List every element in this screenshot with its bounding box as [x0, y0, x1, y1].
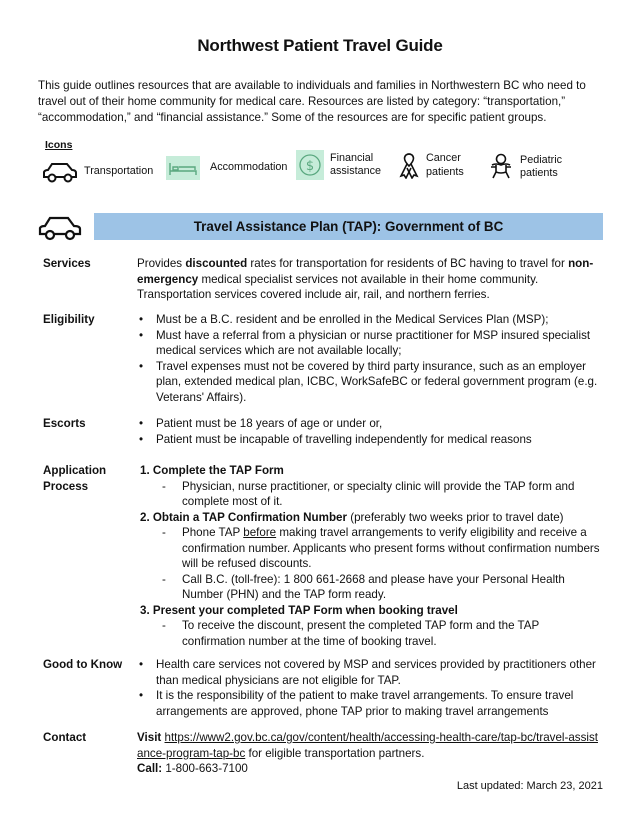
good-to-know-label: Good to Know: [43, 658, 123, 671]
contact-visit-label: Visit: [137, 731, 162, 744]
eligibility-item: • Must be a B.C. resident and be enrolled in the Medical Services Plan (MSP);: [137, 312, 602, 328]
contact-call-label: Call:: [137, 762, 163, 775]
bed-icon: [166, 156, 200, 180]
services-bold-1: discounted: [185, 257, 248, 270]
legend-transportation: [42, 160, 153, 184]
services-label: Services: [43, 257, 91, 270]
application-step-2: [140, 510, 605, 526]
step-2-text-a: Phone TAP: [182, 526, 244, 539]
tap-website-link[interactable]: https://www2.gov.bc.ca/gov/content/health/accessing-health-care/tap-bc/travel-assistance-program-tap-bc: [137, 731, 598, 760]
legend-financial-label-1: Financial: [330, 151, 374, 164]
eligibility-content: [137, 312, 602, 405]
ribbon-icon: [398, 153, 420, 179]
legend-financial-label-2: assistance: [330, 165, 382, 177]
car-icon: [42, 160, 78, 184]
application-step-2-title: 2. Obtain a TAP Confirmation Number: [140, 510, 347, 524]
application-step-2-item: - Call B.C. (toll-free): 1 800 661-2668 and please have your Personal Health Number (PHN) and the TAP form ready.: [140, 572, 605, 603]
application-content: [140, 463, 605, 649]
eligibility-item: • Travel expenses must not be covered by third party insurance, such as an employer plan, extended medical plan, ICBC, WorkSafeBC or federal government program (e.g. Veterans' Affairs).: [137, 359, 602, 406]
last-updated: Last updated: March 23, 2021: [456, 780, 603, 792]
step-2-text-b: making travel arrangements to verify eligibility and receive a confirmation number. Applicants who present forms without confirmation numbers will be refused discounts.: [182, 526, 600, 570]
services-text-3: medical specialist services not available in their home community. Transportation services covered include air, rail, and northern ferries.: [137, 272, 539, 301]
application-step-1-item: - Physician, nurse practitioner, or specialty clinic will provide the TAP form and complete most of it.: [140, 479, 605, 510]
legend-pediatric: [488, 153, 562, 181]
legend-cancer-label-2: patients: [426, 165, 464, 178]
application-label-1: Application: [43, 464, 107, 477]
intro-paragraph: This guide outlines resources that are available to individuals and families in Northwestern BC who need to travel out of their home community for medical care. Resources are listed by category: “transportation,” “accommodation,” and “financial assistance.” Some of the resources are for specific patient groups.: [38, 79, 586, 124]
application-step-2-item: [140, 525, 605, 572]
escorts-item: • Patient must be incapable of travelling independently for medical reasons: [137, 432, 602, 448]
legend-cancer-label-1: Cancer: [426, 152, 461, 164]
good-to-know-content: [137, 657, 602, 719]
dollar-icon: [296, 150, 324, 180]
application-label-2: Process: [43, 479, 89, 493]
eligibility-item: • Must have a referral from a physician or nurse practitioner for MSP insured specialist medical services which are not available locally;: [137, 328, 602, 359]
services-bold-2: non-emergency: [137, 257, 594, 286]
legend-pediatric-label-1: Pediatric: [520, 153, 563, 166]
icons-heading: Icons: [45, 139, 73, 151]
application-step-3-item: - To receive the discount, present the completed TAP form and the TAP confirmation number at the time of booking travel.: [140, 618, 605, 649]
good-to-know-item: • It is the responsibility of the patient to make travel arrangements. To ensure travel arrangements are approved, phone TAP prior to making travel arrangements: [137, 688, 602, 719]
step-2-underlined: before: [243, 526, 277, 539]
services-content: [137, 256, 602, 303]
legend-cancer: [398, 152, 464, 179]
escorts-item: • Patient must be 18 years of age or under or,: [137, 416, 602, 432]
section-title: Travel Assistance Plan (TAP): Government of BC: [193, 219, 504, 234]
svg-text:$: $: [305, 159, 315, 174]
legend-accommodation: [166, 156, 287, 180]
contact-phone: 1-800-663-7100: [162, 762, 248, 775]
escorts-label: Escorts: [43, 417, 86, 430]
legend-accommodation-label: Accommodation: [210, 161, 288, 174]
contact-url-suffix: for eligible transportation partners.: [245, 746, 425, 760]
contact-content: [137, 730, 602, 777]
legend-transportation-label: Transportation: [84, 165, 154, 178]
escorts-content: [137, 416, 602, 447]
application-step-1: 1. Complete the TAP Form: [140, 464, 284, 477]
section-car-icon: [38, 214, 82, 242]
page-title: Northwest Patient Travel Guide: [197, 36, 443, 55]
services-text-2: rates for transportation for residents of BC having to travel for: [247, 257, 569, 270]
eligibility-label: Eligibility: [43, 313, 95, 326]
child-icon: [488, 153, 514, 181]
legend-financial: [296, 150, 381, 180]
application-step-3: 3. Present your completed TAP Form when booking travel: [140, 603, 458, 617]
contact-label: Contact: [43, 731, 87, 744]
application-step-2-note: (preferably two weeks prior to travel date): [347, 510, 564, 524]
legend-pediatric-label-2: patients: [520, 167, 558, 179]
services-text-1: Provides: [137, 257, 186, 270]
good-to-know-item: • Health care services not covered by MSP and services provided by practitioners other than medical physicians are not eligible for TAP.: [137, 657, 602, 688]
application-label: [43, 463, 106, 494]
